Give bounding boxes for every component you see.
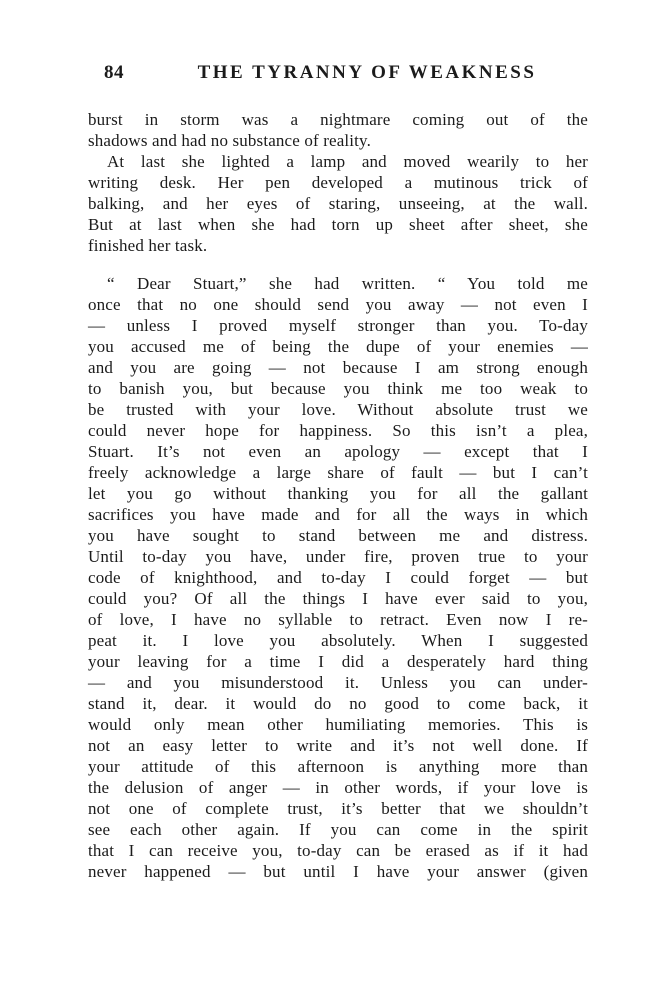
text-line: — unless I proved myself stronger than you. To-day [88,316,588,335]
page-body [88,109,588,882]
page-number: 84 [104,62,124,83]
text-line: you have sought to stand between me and distress. [88,526,588,545]
text-line: — and you misunderstood it. Unless you can under- [88,673,588,692]
text-line: finished her task. [88,236,208,255]
text-line: once that no one should send you away — not even I [88,295,588,314]
text-line: code of knighthood, and to-day I could forget — but [88,568,588,587]
text-line: not an easy letter to write and it’s not well done. If [88,736,588,755]
text-line: sacrifices you have made and for all the ways in which [88,505,588,524]
text-line: could never hope for happiness. So this isn’t a plea, [88,421,588,440]
text-line: freely acknowledge a large share of fault — but I can’t [88,463,588,482]
paragraph-continuation [88,109,588,151]
text-line: let you go without thanking you for all the gallant [88,484,588,503]
running-title: THE TYRANNY OF WEAKNESS [197,62,537,83]
text-line: At last she lighted a lamp and moved wearily to her [107,152,588,171]
text-line: you accused me of being the dupe of your enemies — [88,337,588,356]
text-line: the delusion of anger — in other words, if your love is [88,778,588,797]
text-line: your leaving for a time I did a desperately hard thing [88,652,588,671]
text-line: shadows and had no substance of reality. [88,131,371,150]
text-line: of love, I have no syllable to retract. Even now I re- [88,610,588,629]
text-line: stand it, dear. it would do no good to come back, it [88,694,588,713]
text-line: that I can receive you, to-day can be erased as if it had [88,841,588,860]
text-line: not one of complete trust, it’s better that we shouldn’t [88,799,588,818]
text-line: would only mean other humiliating memories. This is [88,715,588,734]
text-line: But at last when she had torn up sheet after sheet, she [88,215,588,234]
paragraph-letter [88,273,588,882]
text-line: “ Dear Stuart,” she had written. “ You told me [107,274,588,293]
text-line: Stuart. It’s not even an apology — except that I [88,442,588,461]
text-line: your attitude of this afternoon is anything more than [88,757,588,776]
text-line: writing desk. Her pen developed a mutinous trick of [88,173,588,192]
text-line: be trusted with your love. Without absolute trust we [88,400,588,419]
text-line: to banish you, but because you think me too weak to [88,379,588,398]
text-line: and you are going — not because I am strong enough [88,358,588,377]
text-line: see each other again. If you can come in the spirit [88,820,588,839]
text-line: burst in storm was a nightmare coming out of the [88,110,588,129]
text-line: Until to-day you have, under fire, proven true to your [88,547,588,566]
text-line: could you? Of all the things I have ever said to you, [88,589,588,608]
text-line: balking, and her eyes of staring, unseeing, at the wall. [88,194,588,213]
paragraph-narrative [88,151,588,256]
text-line: peat it. I love you absolutely. When I suggested [88,631,588,650]
page-header [88,62,588,88]
text-line: never happened — but until I have your answer (given [88,862,588,881]
